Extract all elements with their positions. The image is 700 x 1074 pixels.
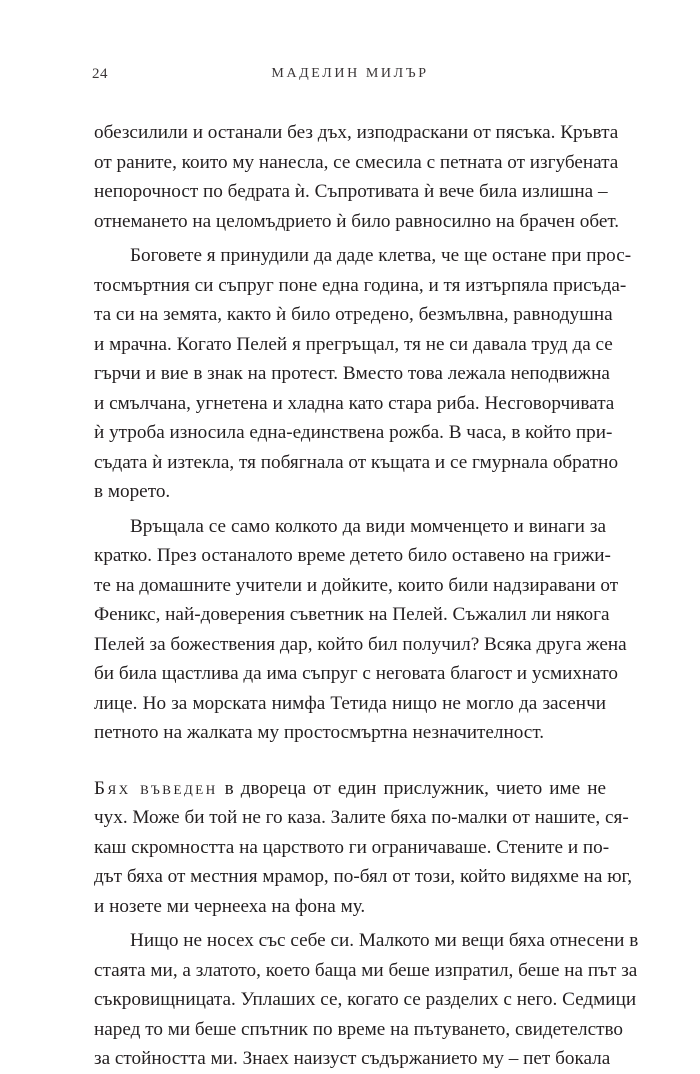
text-line: от раните, които му нанесла, се смесила с петната от изгубената [94,151,619,173]
text-line: Боговете я принудили да даде клетва, че ще остане при прос- [130,245,632,266]
text-line: наред то ми беше спътник по време на пътуването, свидетелство [94,1018,624,1040]
body-text [94,118,639,1074]
paragraph-3 [94,512,627,748]
text-line: в морето. [94,481,171,502]
text-line: Феникс, най-доверения съветник на Пелей. Съжалил ли някога [94,604,610,625]
text-line: кратко. През останалото време детето било оставено на грижи- [94,545,611,566]
text-line: Нищо не носех със себе си. Малкото ми вещи бяха отнесени в [130,930,639,951]
text-line: гърчи и вие в знак на протест. Вместо това лежала неподвижна [94,363,610,384]
text-line: отнемането на целомъдрието ѝ било равносилно на брачен обет. [94,210,620,232]
text-line: тосмъртния си съпруг поне една година, и тя изтърпяла присъда- [94,274,627,296]
text-line [94,774,606,804]
paragraph-4 [94,774,633,922]
text-line: непорочност по бедрата ѝ. Съпротивата ѝ вече била излишна – [94,181,608,202]
paragraph-5 [94,926,639,1074]
text-line: те на домашните учители и дойките, които били надзиравани от [94,574,619,596]
paragraph-1 [94,118,620,236]
text-line: каш скромността на царството ги ограничаваше. Стените и по- [94,836,610,858]
text-line: би била щастлива да има съпруг с неговата благост и усмихнато [94,663,618,684]
section-break [94,748,606,774]
text-line: за стойността ми. Знаех наизуст съдържанието му – пет бокала [94,1048,611,1069]
text-line: дът бяха от местния мрамор, по-бял от този, който видяхме на юг, [94,866,633,887]
paragraph-2 [94,241,632,507]
text-line: съкровищницата. Уплаших се, когато се разделих с него. Седмици [94,989,637,1010]
text-line: ѝ утроба износила една-единствена рожба. В часа, в който при- [94,422,613,443]
text-line: стаята ми, а златото, което баща ми беше изпратил, беше на път за [94,959,638,981]
text-line: Пелей за божествения дар, който бил получил? Всяка друга жена [94,633,627,655]
text-line: обезсилили и останали без дъх, изподраскани от пясъка. Кръвта [94,122,619,143]
page-number: 24 [92,66,108,82]
section-lead: Бях въведен [94,777,218,799]
text-line: чух. Може би той не го каза. Залите бяха по-малки от нашите, ся- [94,807,629,828]
text-line-rest: в двореца от един прислужник, чието име не [217,777,606,799]
text-line: та си на земята, както ѝ било отредено, безмълвна, равнодушна [94,304,613,325]
text-line: лице. Но за морската нимфа Тетида нищо не могло да засенчи [94,692,606,714]
text-line: и смълчана, угнетена и хладна като стара риба. Несговорчивата [94,392,615,414]
text-line: петното на жалката му простосмъртна незначителност. [94,722,545,743]
text-line: и нозете ми чернееха на фона му. [94,895,366,917]
text-line: Връщала се само колкото да види момченцето и винаги за [130,515,606,537]
running-head: МАДЕЛИН МИЛЪР [271,66,429,81]
text-line: съдата ѝ изтекла, тя побягнала от къщата и се гмурнала обратно [94,451,619,473]
text-line: и мрачна. Когато Пелей я прегръщал, тя не си давала труд да се [94,333,613,355]
